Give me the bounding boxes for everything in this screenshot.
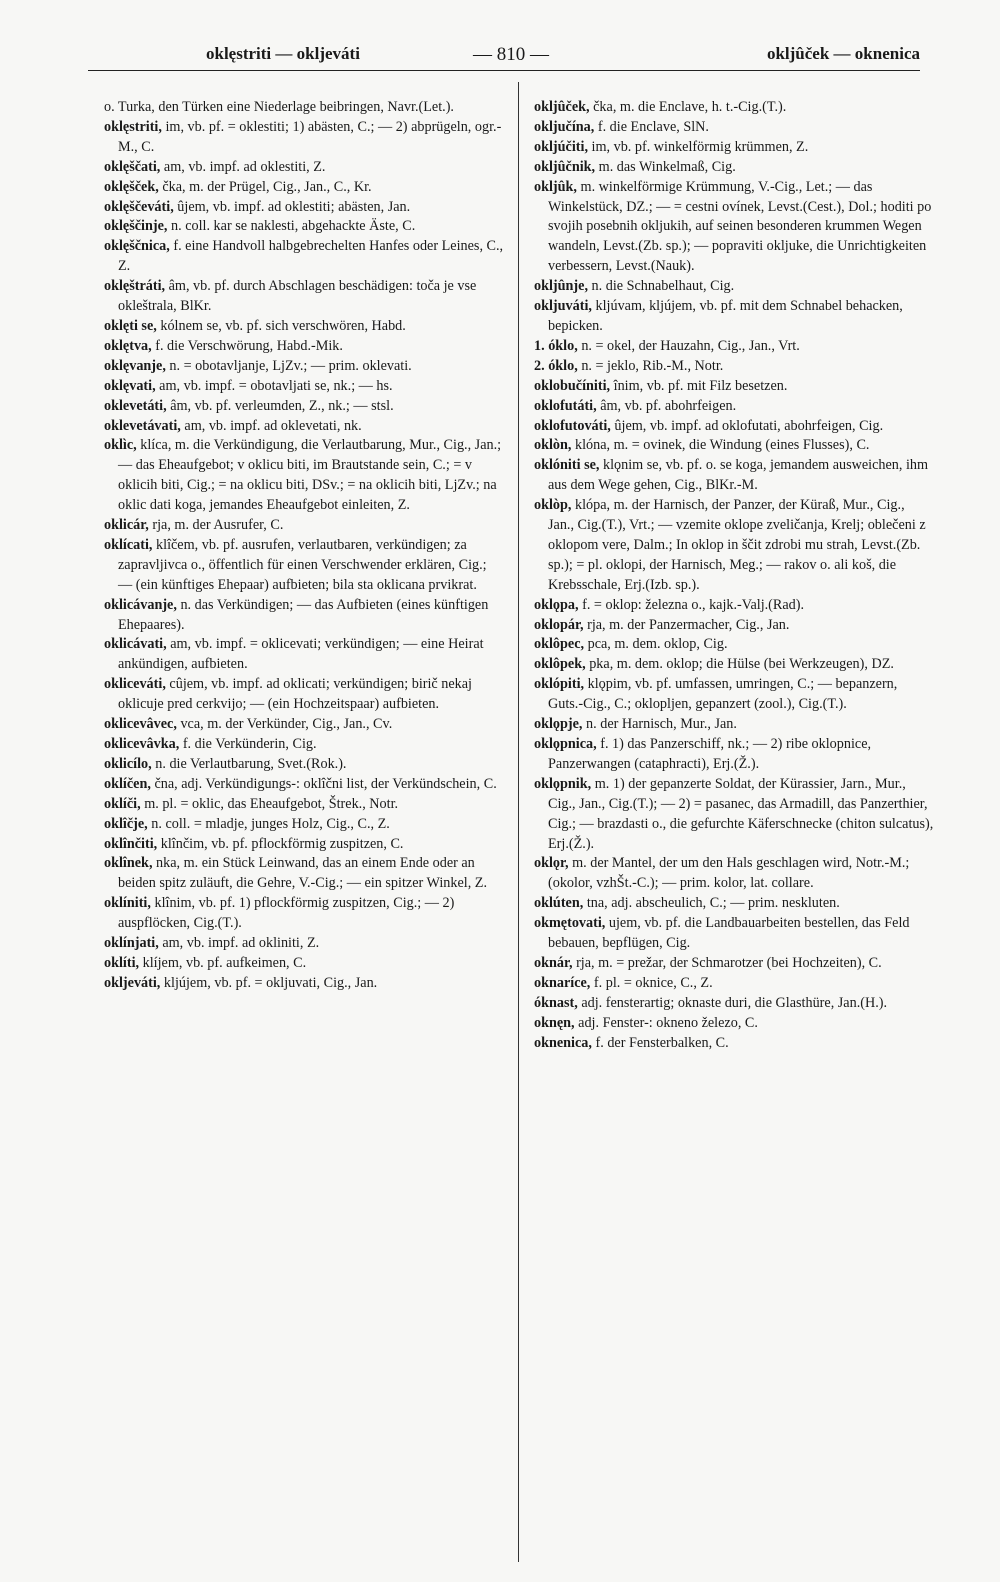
entry-headword: oklętva, bbox=[104, 337, 152, 354]
entry-headword: oknęn, bbox=[534, 1014, 575, 1031]
entry-headword: oključína, bbox=[534, 118, 595, 135]
dictionary-entry bbox=[104, 835, 504, 855]
entry-definition: n. = jeklo, Rib.-M., Notr. bbox=[577, 357, 724, 374]
entry-definition: am, vb. impf. ad oklevetati, nk. bbox=[180, 417, 362, 434]
entry-definition: âm, vb. pf. abohrfeigen. bbox=[596, 397, 737, 414]
entry-definition: im, vb. pf. = oklestiti; 1) abästen, C.; — 2) abprügeln, ogr.-M., C. bbox=[118, 118, 502, 155]
entry-headword: okljuváti, bbox=[534, 298, 592, 315]
entry-headword: oklęščinje, bbox=[104, 218, 168, 235]
entry-definition: čka, m. die Enclave, h. t.-Cig.(T.). bbox=[589, 99, 787, 115]
entry-definition: n. die Verlautbarung, Svet.(Rok.). bbox=[151, 755, 347, 772]
dictionary-entry bbox=[534, 775, 934, 855]
entry-headword: oklǫpnik, bbox=[534, 775, 592, 792]
entry-definition: rja, m. der Panzermacher, Cig., Jan. bbox=[583, 616, 790, 633]
dictionary-entry bbox=[534, 735, 934, 775]
entry-headword: oklíčen, bbox=[104, 775, 151, 792]
entry-definition: m. der Mantel, der um den Hals geschlagen wird, Notr.-M.; (okolor, vzhŠt.-C.); — prim. kolor, lat. collare. bbox=[548, 855, 910, 892]
entry-definition: o. Turka, den Türken eine Niederlage beibringen, Navr.(Let.). bbox=[104, 99, 454, 115]
dictionary-entry bbox=[104, 377, 504, 397]
entry-definition: tna, adj. abscheulich, C.; — prim. neskluten. bbox=[583, 895, 840, 912]
entry-headword: oklòp, bbox=[534, 497, 572, 514]
entry-headword: óknast, bbox=[534, 994, 578, 1011]
dictionary-entry bbox=[534, 715, 934, 735]
entry-headword: oklíči, bbox=[104, 795, 141, 812]
page-number: — 810 — bbox=[473, 44, 549, 65]
entry-definition: m. pl. = oklic, das Eheaufgebot, Štrek., Notr. bbox=[140, 795, 399, 812]
dictionary-entry bbox=[534, 994, 934, 1014]
entry-headword: oknaríce, bbox=[534, 974, 591, 991]
dictionary-entry bbox=[534, 655, 934, 675]
entry-definition: m. das Winkelmaß, Cig. bbox=[595, 158, 736, 175]
entry-definition: klíca, m. die Verkündigung, die Verlautbarung, Mur., Cig., Jan.; — das Eheaufgebot; v oklicu biti, im Brautstande sein, C.; = v oklicih biti, Cig.; = na oklicu biti, DSv.; = na oklicih biti, LjZv.; na oklic dati koga, jemandes Eheaufgebot einleiten, Z. bbox=[118, 437, 502, 514]
entry-definition: klóna, m. = ovinek, die Windung (eines Flusses), C. bbox=[571, 437, 870, 454]
dictionary-entry bbox=[104, 894, 504, 934]
entry-definition: n. coll. = mladje, junges Holz, Cig., C., Z. bbox=[147, 815, 390, 832]
dictionary-entry bbox=[104, 854, 504, 894]
entry-headword: oklôpec, bbox=[534, 636, 585, 653]
dictionary-entry bbox=[104, 237, 504, 277]
dictionary-entry bbox=[534, 616, 934, 636]
dictionary-entry bbox=[104, 277, 504, 317]
entry-headword: oklęščnica, bbox=[104, 238, 170, 255]
dictionary-entry bbox=[534, 138, 934, 158]
entry-headword: oklíniti, bbox=[104, 895, 151, 912]
entry-definition: f. die Verschwörung, Habd.-Mik. bbox=[151, 337, 343, 354]
entry-definition: adj. fensterartig; oknaste duri, die Glasthüre, Jan.(H.). bbox=[577, 994, 888, 1011]
entry-headword: oklîčje, bbox=[104, 815, 148, 832]
dictionary-entry bbox=[104, 436, 504, 516]
entry-headword: oklicеváti, bbox=[104, 676, 166, 693]
entry-definition: n. coll. kar se naklesti, abgehackte Äste, C. bbox=[167, 218, 416, 235]
entry-definition: f. die Verkünderin, Cig. bbox=[179, 736, 317, 752]
dictionary-entry bbox=[534, 974, 934, 994]
entry-definition: cûjem, vb. impf. ad oklicati; verkündigen; birič nekaj oklicuje pred cerkvijo; — (ein Hochzeitspaar) aufbieten. bbox=[118, 676, 473, 713]
header-right-guideword: okljûček — oknenica bbox=[766, 44, 920, 63]
dictionary-entry bbox=[104, 357, 504, 377]
dictionary-entry bbox=[104, 775, 504, 795]
entry-definition: înim, vb. pf. mit Filz besetzen. bbox=[610, 377, 788, 394]
entry-headword: oklúten, bbox=[534, 895, 584, 912]
dictionary-entry bbox=[534, 397, 934, 417]
entry-headword: oklòn, bbox=[534, 437, 572, 454]
dictionary-entry bbox=[534, 277, 934, 297]
dictionary-entry bbox=[534, 357, 934, 377]
entry-definition: n. = obotavljanje, LjZv.; — prim. oklevati. bbox=[165, 357, 412, 374]
entry-headword: okmętovati, bbox=[534, 915, 606, 932]
entry-headword: oklìc, bbox=[104, 437, 137, 454]
entry-headword: oklęšček, bbox=[104, 178, 159, 195]
right-column bbox=[534, 98, 934, 1054]
entry-headword: oklíti, bbox=[104, 954, 140, 971]
dictionary-entry bbox=[534, 1014, 934, 1034]
entry-headword: oklicávati, bbox=[104, 636, 167, 653]
entry-headword: oklôpek, bbox=[534, 656, 586, 673]
entry-headword: oklǫr, bbox=[534, 855, 569, 872]
entry-definition: ûjem, vb. impf. ad oklestiti; abästen, Jan. bbox=[173, 198, 411, 215]
dictionary-entry bbox=[104, 954, 504, 974]
entry-headword: 1. óklo, bbox=[534, 337, 578, 354]
entry-definition: im, vb. pf. winkelförmig krümmen, Z. bbox=[588, 138, 809, 155]
entry-headword: 2. óklo, bbox=[534, 357, 578, 374]
entry-headword: oklęščeváti, bbox=[104, 198, 174, 215]
entry-definition: rja, m. = prežar, der Schmarotzer (bei Hochzeiten), C. bbox=[572, 954, 882, 971]
entry-definition: klǫnim se, vb. pf. o. se koga, jemandem ausweichen, ihm aus dem Wege gehen, Cig., BlKr.-M. bbox=[548, 457, 929, 494]
dictionary-entry bbox=[104, 417, 504, 437]
entry-headword: oklǫpa, bbox=[534, 596, 579, 613]
dictionary-entry bbox=[104, 675, 504, 715]
dictionary-entry bbox=[104, 735, 504, 755]
dictionary-entry bbox=[534, 436, 934, 456]
entry-headword: oklǫpnica, bbox=[534, 736, 597, 752]
entry-headword: okljûčnik, bbox=[534, 158, 596, 175]
entry-definition: rja, m. der Ausrufer, C. bbox=[148, 517, 284, 534]
dictionary-entry bbox=[104, 516, 504, 536]
dictionary-entry bbox=[534, 496, 934, 596]
dictionary-entry bbox=[534, 377, 934, 397]
entry-definition: klíjem, vb. pf. aufkeimen, C. bbox=[139, 954, 307, 971]
dictionary-entry bbox=[534, 596, 934, 616]
dictionary-entry bbox=[104, 317, 504, 337]
entry-definition: m. 1) der gepanzerte Soldat, der Kürassier, Jarn., Mur., Cig., Jan., Cig.(T.); — 2) = pasanec, das Armadill, das Panzerthier, Cig.; — brazdasti o., die gefurchte Käferschnecke (chiton sulcatus), Erj.(Ž.). bbox=[548, 775, 934, 852]
entry-definition: am, vb. impf. = obotavljati se, nk.; — hs. bbox=[155, 377, 393, 394]
dictionary-entry bbox=[534, 635, 934, 655]
dictionary-entry bbox=[104, 98, 504, 118]
entry-headword: oklęstriti, bbox=[104, 118, 162, 135]
entry-definition: klîčem, vb. pf. ausrufen, verlautbaren, verkündigen; za zapravljivca o., öffentlich für einen Verschwender erklären, Cig.; — (ein künftiges Ehepaar) aufbieten; bila sta oklicana prvikrat. bbox=[118, 536, 487, 593]
dictionary-entry bbox=[104, 635, 504, 675]
dictionary-entry bbox=[534, 854, 934, 894]
dictionary-entry bbox=[104, 217, 504, 237]
entry-headword: oklicevâvec, bbox=[104, 716, 177, 733]
entry-definition: am, vb. impf. = oklicevati; verkündigen; — eine Heirat ankündigen, aufbieten. bbox=[118, 636, 484, 673]
dictionary-entry bbox=[104, 158, 504, 178]
dictionary-entry bbox=[104, 974, 504, 994]
entry-headword: oklęvati, bbox=[104, 377, 156, 394]
entry-definition: pca, m. dem. oklop, Cig. bbox=[584, 636, 728, 653]
entry-definition: f. eine Handvoll halbgebrechelten Hanfes oder Leines, C., Z. bbox=[118, 238, 504, 275]
entry-headword: oklícati, bbox=[104, 536, 153, 553]
entry-definition: f. pl. = oknice, C., Z. bbox=[590, 974, 713, 991]
entry-headword: okljûk, bbox=[534, 178, 577, 195]
entry-definition: pka, m. dem. oklop; die Hülse (bei Werkzeugen), DZ. bbox=[585, 656, 894, 673]
dictionary-entry bbox=[534, 954, 934, 974]
header-left-guideword: oklęstriti — okljeváti bbox=[206, 44, 360, 63]
entry-headword: oklicár, bbox=[104, 517, 149, 534]
dictionary-entry bbox=[534, 118, 934, 138]
entry-headword: oklînek, bbox=[104, 855, 153, 872]
entry-headword: oklęti se, bbox=[104, 317, 157, 334]
entry-definition: vca, m. der Verkünder, Cig., Jan., Cv. bbox=[176, 716, 393, 733]
dictionary-entry bbox=[534, 297, 934, 337]
dictionary-entry bbox=[104, 755, 504, 775]
entry-headword: oklínjati, bbox=[104, 935, 159, 952]
entry-headword: oknár, bbox=[534, 954, 573, 971]
entry-definition: f. 1) das Panzerschiff, nk.; — 2) ribe oklopnice, Panzerwangen (cataphracti), Erj.(Ž.). bbox=[548, 736, 872, 772]
entry-headword: oklofutováti, bbox=[534, 417, 611, 434]
dictionary-entry bbox=[534, 1034, 934, 1054]
entry-definition: n. = okel, der Hauzahn, Cig., Jan., Vrt. bbox=[577, 337, 800, 354]
entry-definition: am, vb. impf. ad oklestiti, Z. bbox=[160, 158, 326, 175]
header-rule bbox=[88, 70, 920, 71]
entry-definition: n. die Schnabelhaut, Cig. bbox=[588, 278, 735, 295]
left-column bbox=[104, 98, 504, 994]
entry-headword: okljúčiti, bbox=[534, 138, 588, 155]
entry-headword: oklęščati, bbox=[104, 158, 161, 175]
entry-headword: oknenica, bbox=[534, 1034, 592, 1051]
entry-headword: okljeváti, bbox=[104, 974, 161, 991]
entry-headword: oklobučíniti, bbox=[534, 377, 611, 394]
entry-definition: adj. Fenster-: okneno železo, C. bbox=[574, 1014, 758, 1031]
entry-definition: m. winkelförmige Krümmung, V.-Cig., Let.; — das Winkelstück, DZ.; — = cestni ovínek, Levst.(Cest.), Dol.; hoditi po svojih posebnih okljukih, auf seinen besonderen krummen Wegen wandeln, Levst.(Zb. sp.); — popraviti okljuke, die Unrichtigkeiten verbessern, Levst.(Nauk). bbox=[548, 178, 932, 275]
entry-headword: oklicevâvka, bbox=[104, 736, 180, 752]
entry-headword: oklęvanje, bbox=[104, 357, 166, 374]
entry-definition: klǫpim, vb. pf. umfassen, umringen, C.; — bepanzern, Guts.-Cig., C.; oklopljen, gepanzert (zool.), Cig.(T.). bbox=[548, 676, 898, 713]
entry-definition: f. = oklop: železna o., kajk.-Valj.(Rad). bbox=[578, 596, 805, 613]
entry-definition: kljúvam, kljújem, vb. pf. mit dem Schnabel behacken, bepicken. bbox=[548, 298, 903, 334]
dictionary-entry bbox=[534, 914, 934, 954]
entry-definition: f. der Fensterbalken, C. bbox=[591, 1034, 729, 1051]
entry-headword: oklînčiti, bbox=[104, 835, 158, 852]
column-divider bbox=[518, 82, 519, 1562]
entry-headword: oklǫpje, bbox=[534, 716, 583, 733]
dictionary-entry bbox=[104, 795, 504, 815]
dictionary-entry bbox=[104, 118, 504, 158]
entry-definition: čka, m. der Prügel, Cig., Jan., C., Kr. bbox=[158, 178, 372, 195]
dictionary-entry bbox=[534, 417, 934, 437]
dictionary-entry bbox=[104, 536, 504, 596]
entry-definition: klópa, m. der Harnisch, der Panzer, der Küraß, Mur., Cig., Jan., Cig.(T.), Vrt.; — vzemite oklope zveličanja, Krelj; oblečeni z oklopom vere, Dalm.; In oklop in ščit zdrobi mu strah, Levst.(Zb. sp.); = pl. oklopi, der Harnisch, Meg.; — rakov o. ali koš, die Krebsschale, Erj.(Izb. sp.). bbox=[548, 497, 926, 593]
dictionary-entry bbox=[104, 715, 504, 735]
entry-definition: kólnem se, vb. pf. sich verschwören, Habd. bbox=[156, 317, 406, 334]
entry-definition: âm, vb. pf. durch Abschlagen beschädigen: toča je vse okleštrala, BlKr. bbox=[118, 278, 477, 315]
dictionary-entry bbox=[104, 596, 504, 636]
entry-definition: klînim, vb. pf. 1) pflockförmig zuspitzen, Cig.; — 2) auspflöcken, Cig.(T.). bbox=[118, 895, 455, 932]
entry-headword: oklóniti se, bbox=[534, 457, 600, 474]
entry-definition: f. die Enclave, SlN. bbox=[594, 118, 709, 135]
entry-headword: oklevetávati, bbox=[104, 417, 181, 434]
entry-headword: okljûček, bbox=[534, 99, 590, 115]
dictionary-entry bbox=[534, 337, 934, 357]
entry-definition: n. der Harnisch, Mur., Jan. bbox=[582, 716, 737, 733]
dictionary-entry bbox=[534, 456, 934, 496]
dictionary-entry bbox=[534, 894, 934, 914]
entry-headword: okljûnje, bbox=[534, 278, 588, 295]
dictionary-entry bbox=[534, 158, 934, 178]
entry-definition: ujem, vb. pf. die Landbauarbeiten bestellen, das Feld bebauen, bepflügen, Cig. bbox=[548, 915, 910, 952]
dictionary-entry bbox=[104, 337, 504, 357]
dictionary-entry bbox=[104, 178, 504, 198]
entry-headword: oklevetáti, bbox=[104, 397, 167, 414]
entry-definition: kljújem, vb. pf. = okljuvati, Cig., Jan. bbox=[160, 974, 378, 991]
entry-headword: oklofutáti, bbox=[534, 397, 597, 414]
entry-headword: oklopár, bbox=[534, 616, 584, 633]
entry-definition: n. das Verkündigen; — das Aufbieten (eines künftigen Ehepaares). bbox=[118, 596, 489, 633]
entry-definition: klînčim, vb. pf. pflockförmig zuspitzen, C. bbox=[157, 835, 404, 852]
entry-headword: oklópiti, bbox=[534, 676, 585, 693]
entry-definition: ûjem, vb. impf. ad oklofutati, abohrfeigen, Cig. bbox=[610, 417, 884, 434]
dictionary-entry bbox=[534, 675, 934, 715]
entry-definition: čna, adj. Verkündigungs-: oklîčni list, der Verkündschein, C. bbox=[150, 775, 497, 792]
entry-definition: nka, m. ein Stück Leinwand, das an einem Ende oder an beiden spitz zuläuft, die Gehre, V.-Cig.; — ein spitzer Winkel, Z. bbox=[118, 855, 488, 892]
dictionary-entry bbox=[534, 178, 934, 278]
entry-definition: am, vb. impf. ad okliniti, Z. bbox=[158, 935, 320, 952]
entry-headword: oklicávanje, bbox=[104, 596, 177, 613]
entry-headword: oklicílo, bbox=[104, 755, 152, 772]
dictionary-entry bbox=[104, 397, 504, 417]
entry-definition: âm, vb. pf. verleumden, Z., nk.; — stsl. bbox=[166, 397, 394, 414]
entry-headword: oklęštráti, bbox=[104, 278, 166, 295]
dictionary-entry bbox=[534, 98, 934, 118]
dictionary-entry bbox=[104, 934, 504, 954]
dictionary-entry bbox=[104, 198, 504, 218]
dictionary-entry bbox=[104, 815, 504, 835]
